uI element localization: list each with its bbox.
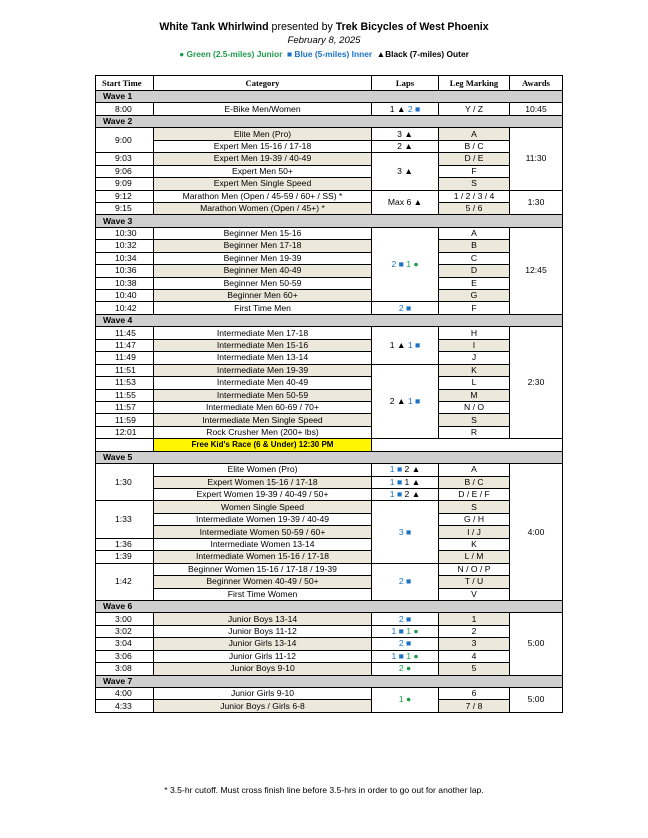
start-time: 11:51 — [96, 364, 154, 376]
laps-green: 1 ● — [398, 694, 412, 705]
wave-label: Wave 7 — [96, 675, 563, 687]
laps — [372, 650, 439, 662]
wave-header — [96, 451, 563, 463]
laps-green: 1 ● — [406, 650, 419, 661]
category: Expert Men 15-16 / 17-18 — [154, 140, 372, 152]
category: Beginner Men 17-18 — [154, 240, 372, 252]
wave-header — [96, 600, 563, 612]
start-time: 11:55 — [96, 389, 154, 401]
leg-marking: D / E / F — [439, 489, 510, 501]
start-time: 9:03 — [96, 153, 154, 165]
start-time: 10:40 — [96, 290, 154, 302]
category: First Time Women — [154, 588, 372, 600]
kids-race-row — [96, 439, 563, 451]
sponsor-name: Trek Bicycles of West Phoenix — [335, 21, 489, 33]
wave-label: Wave 4 — [96, 314, 563, 326]
leg-marking: V — [439, 588, 510, 600]
leg-marking: J — [439, 352, 510, 364]
laps — [372, 613, 439, 625]
leg-marking: 3 — [439, 638, 510, 650]
category: Junior Girls 9-10 — [154, 688, 372, 700]
leg-marking: F — [439, 165, 510, 177]
laps — [372, 476, 439, 488]
leg-marking: H — [439, 327, 510, 339]
category: Expert Men Single Speed — [154, 178, 372, 190]
category: Beginner Women 40-49 / 50+ — [154, 576, 372, 588]
title-connector: presented by — [268, 21, 336, 33]
category: Elite Women (Pro) — [154, 464, 372, 476]
column-header-awards: Awards — [510, 76, 563, 91]
wave-label: Wave 5 — [96, 451, 563, 463]
table-row — [96, 501, 563, 513]
legend-black: ▲Black (7-miles) Outer — [376, 49, 469, 59]
table-row — [96, 377, 563, 389]
laps-blue: 1 ■ — [391, 650, 404, 661]
table-row — [96, 227, 563, 239]
document-title — [0, 20, 648, 34]
table-row — [96, 153, 563, 165]
laps — [372, 103, 439, 115]
category: Intermediate Men 17-18 — [154, 327, 372, 339]
laps — [372, 464, 439, 476]
category: Marathon Men (Open / 45-59 / 60+ / SS) * — [154, 190, 372, 202]
wave-header — [96, 675, 563, 687]
laps: Max 6 ▲ — [372, 190, 439, 215]
leg-marking: A — [439, 128, 510, 140]
laps-blue: 1 ■ — [391, 626, 404, 637]
race-schedule-table — [95, 75, 563, 713]
table-row — [96, 426, 563, 438]
start-time: 3:06 — [96, 650, 154, 662]
category: Intermediate Women 15-16 / 17-18 — [154, 551, 372, 563]
table-row — [96, 302, 563, 314]
table-row — [96, 414, 563, 426]
laps — [372, 663, 439, 675]
laps — [372, 227, 439, 302]
laps-blue: 1 ■ — [407, 339, 421, 350]
category: Intermediate Men 13-14 — [154, 352, 372, 364]
category: Intermediate Men 60-69 / 70+ — [154, 401, 372, 413]
category: Beginner Men 50-59 — [154, 277, 372, 289]
leg-marking: R — [439, 426, 510, 438]
table-row — [96, 252, 563, 264]
category: Intermediate Men 19-39 — [154, 364, 372, 376]
start-time: 9:15 — [96, 202, 154, 214]
start-time: 11:49 — [96, 352, 154, 364]
table-row — [96, 165, 563, 177]
category: Beginner Men 19-39 — [154, 252, 372, 264]
start-time: 11:59 — [96, 414, 154, 426]
category: Women Single Speed — [154, 501, 372, 513]
wave-header — [96, 91, 563, 103]
table-row — [96, 364, 563, 376]
laps-blue: 1 ■ — [389, 464, 403, 475]
category: Beginner Women 15-16 / 17-18 / 19-39 — [154, 563, 372, 575]
category: Beginner Men 40-49 — [154, 265, 372, 277]
empty-cell — [510, 439, 563, 451]
table-row — [96, 700, 563, 712]
leg-marking: D / E — [439, 153, 510, 165]
category: Junior Boys 9-10 — [154, 663, 372, 675]
start-time: 9:00 — [96, 128, 154, 153]
table-row — [96, 476, 563, 488]
table-row — [96, 576, 563, 588]
start-time: 4:33 — [96, 700, 154, 712]
event-date: February 8, 2025 — [287, 35, 361, 46]
leg-marking: A — [439, 227, 510, 239]
leg-marking: 1 — [439, 613, 510, 625]
table-row — [96, 563, 563, 575]
laps-green: 1 ● — [406, 259, 419, 270]
table-row — [96, 551, 563, 563]
wave-label: Wave 2 — [96, 115, 563, 127]
laps — [372, 688, 439, 713]
laps-black: 2 ▲ — [404, 489, 421, 500]
leg-marking: K — [439, 364, 510, 376]
leg-marking: E — [439, 277, 510, 289]
leg-marking: L / M — [439, 551, 510, 563]
start-time: 1:30 — [96, 464, 154, 501]
category: Marathon Women (Open / 45+) * — [154, 202, 372, 214]
leg-marking: C — [439, 252, 510, 264]
column-header-start-time: Start Time — [96, 76, 154, 91]
leg-marking: 2 — [439, 625, 510, 637]
laps-black: 2 ▲ — [389, 395, 406, 406]
leg-marking: M — [439, 389, 510, 401]
column-header-laps: Laps — [372, 76, 439, 91]
leg-marking: A — [439, 464, 510, 476]
table-row — [96, 178, 563, 190]
laps-blue: 3 ■ — [398, 526, 412, 537]
award-time: 1:30 — [510, 190, 563, 215]
start-time: 1:36 — [96, 538, 154, 550]
leg-marking: 6 — [439, 688, 510, 700]
laps — [372, 327, 439, 364]
leg-marking: I / J — [439, 526, 510, 538]
category: Beginner Men 15-16 — [154, 227, 372, 239]
leg-marking: K — [439, 538, 510, 550]
start-time: 10:34 — [96, 252, 154, 264]
start-time: 1:33 — [96, 501, 154, 538]
laps — [372, 638, 439, 650]
category: Junior Girls 13-14 — [154, 638, 372, 650]
leg-marking: I — [439, 339, 510, 351]
table-row — [96, 140, 563, 152]
table-row — [96, 401, 563, 413]
award-time: 2:30 — [510, 327, 563, 439]
kids-race-note: Free Kid's Race (6 & Under) 12:30 PM — [154, 439, 372, 451]
leg-marking: 5 — [439, 663, 510, 675]
wave-label: Wave 1 — [96, 91, 563, 103]
table-row — [96, 265, 563, 277]
legend-blue: ■ Blue (5-miles) Inner — [287, 49, 373, 59]
laps — [372, 364, 439, 439]
start-time: 12:01 — [96, 426, 154, 438]
start-time: 3:00 — [96, 613, 154, 625]
event-name: White Tank Whirlwind — [159, 21, 269, 33]
laps-blue: 2 ■ — [398, 638, 412, 649]
laps: 3 ▲ — [372, 153, 439, 190]
table-row — [96, 464, 563, 476]
wave-header — [96, 314, 563, 326]
category: Expert Women 15-16 / 17-18 — [154, 476, 372, 488]
leg-marking: D — [439, 265, 510, 277]
category: First Time Men — [154, 302, 372, 314]
category: Rock Crusher Men (200+ lbs) — [154, 426, 372, 438]
start-time: 4:00 — [96, 688, 154, 700]
category: E-Bike Men/Women — [154, 103, 372, 115]
table-row — [96, 240, 563, 252]
category: Junior Girls 11-12 — [154, 650, 372, 662]
table-row — [96, 190, 563, 202]
laps — [372, 501, 439, 563]
table-row — [96, 290, 563, 302]
leg-marking: L — [439, 377, 510, 389]
laps — [372, 625, 439, 637]
category: Elite Men (Pro) — [154, 128, 372, 140]
laps — [372, 489, 439, 501]
laps-black: 2 ▲ — [404, 464, 421, 475]
leg-marking: S — [439, 414, 510, 426]
leg-marking: B / C — [439, 476, 510, 488]
laps-blue: 1 ■ — [407, 395, 421, 406]
category: Intermediate Women 13-14 — [154, 538, 372, 550]
leg-marking: 4 — [439, 650, 510, 662]
leg-marking: 5 / 6 — [439, 202, 510, 214]
table-row — [96, 128, 563, 140]
table-row — [96, 538, 563, 550]
table-row — [96, 103, 563, 115]
leg-marking: N / O — [439, 401, 510, 413]
laps-black: 1 ▲ — [404, 476, 421, 487]
category: Beginner Men 60+ — [154, 290, 372, 302]
column-header-leg-marking: Leg Marking — [439, 76, 510, 91]
lap-color-legend — [0, 48, 648, 61]
start-time: 1:39 — [96, 551, 154, 563]
wave-header — [96, 215, 563, 227]
table-row — [96, 688, 563, 700]
laps-blue: 2 ■ — [407, 103, 421, 114]
wave-label: Wave 3 — [96, 215, 563, 227]
laps-black: 1 ▲ — [389, 339, 406, 350]
table-row — [96, 588, 563, 600]
laps-green: 1 ● — [406, 626, 419, 637]
award-time: 12:45 — [510, 227, 563, 314]
table-row — [96, 638, 563, 650]
start-time: 9:12 — [96, 190, 154, 202]
start-time: 1:42 — [96, 563, 154, 600]
table-row — [96, 650, 563, 662]
table-row — [96, 613, 563, 625]
table-row — [96, 489, 563, 501]
table-header-row — [96, 76, 563, 91]
laps-blue: 2 ■ — [398, 613, 412, 624]
laps-blue: 1 ■ — [389, 476, 403, 487]
category: Expert Men 19-39 / 40-49 — [154, 153, 372, 165]
start-time: 9:06 — [96, 165, 154, 177]
start-time: 9:09 — [96, 178, 154, 190]
award-time: 5:00 — [510, 613, 563, 675]
leg-marking: F — [439, 302, 510, 314]
laps — [372, 302, 439, 314]
laps-blue: 2 ■ — [398, 576, 412, 587]
category: Junior Boys 13-14 — [154, 613, 372, 625]
empty-cell — [96, 439, 154, 451]
table-row — [96, 202, 563, 214]
laps-green: 2 ● — [398, 663, 412, 674]
table-row — [96, 339, 563, 351]
leg-marking: G / H — [439, 513, 510, 525]
wave-header — [96, 115, 563, 127]
award-time: 5:00 — [510, 688, 563, 713]
start-time: 10:42 — [96, 302, 154, 314]
start-time: 10:38 — [96, 277, 154, 289]
category: Intermediate Women 50-59 / 60+ — [154, 526, 372, 538]
leg-marking: T / U — [439, 576, 510, 588]
table-row — [96, 352, 563, 364]
start-time: 3:04 — [96, 638, 154, 650]
table-row — [96, 389, 563, 401]
award-time: 4:00 — [510, 464, 563, 601]
start-time: 10:32 — [96, 240, 154, 252]
legend-green: ● Green (2.5-miles) Junior — [179, 49, 283, 59]
table-row — [96, 526, 563, 538]
start-time: 11:53 — [96, 377, 154, 389]
laps-blue: 1 ■ — [389, 489, 403, 500]
laps-blue: 2 ■ — [398, 302, 412, 313]
empty-cell — [372, 439, 439, 451]
laps-blue: 2 ■ — [391, 259, 404, 270]
start-time: 11:57 — [96, 401, 154, 413]
category: Expert Men 50+ — [154, 165, 372, 177]
table-row — [96, 663, 563, 675]
category: Intermediate Men 40-49 — [154, 377, 372, 389]
leg-marking: 7 / 8 — [439, 700, 510, 712]
leg-marking: 1 / 2 / 3 / 4 — [439, 190, 510, 202]
category: Expert Women 19-39 / 40-49 / 50+ — [154, 489, 372, 501]
start-time: 11:45 — [96, 327, 154, 339]
category: Intermediate Men 15-16 — [154, 339, 372, 351]
leg-marking: S — [439, 178, 510, 190]
leg-marking: G — [439, 290, 510, 302]
table-row — [96, 277, 563, 289]
start-time: 10:30 — [96, 227, 154, 239]
leg-marking: S — [439, 501, 510, 513]
start-time: 11:47 — [96, 339, 154, 351]
leg-marking: N / O / P — [439, 563, 510, 575]
table-row — [96, 513, 563, 525]
table-row — [96, 625, 563, 637]
laps-black: 1 ▲ — [389, 103, 406, 114]
cutoff-footnote: * 3.5-hr cutoff. Must cross finish line before 3.5-hrs in order to go out for another lap. — [164, 785, 484, 795]
award-time: 10:45 — [510, 103, 563, 115]
start-time: 10:36 — [96, 265, 154, 277]
leg-marking: B — [439, 240, 510, 252]
laps: 3 ▲ — [372, 128, 439, 140]
category: Junior Boys / Girls 6-8 — [154, 700, 372, 712]
empty-cell — [439, 439, 510, 451]
leg-marking: Y / Z — [439, 103, 510, 115]
start-time: 8:00 — [96, 103, 154, 115]
category: Intermediate Women 19-39 / 40-49 — [154, 513, 372, 525]
laps: 2 ▲ — [372, 140, 439, 152]
start-time: 3:08 — [96, 663, 154, 675]
wave-label: Wave 6 — [96, 600, 563, 612]
category: Intermediate Men Single Speed — [154, 414, 372, 426]
document-header — [0, 20, 648, 61]
table-row — [96, 327, 563, 339]
leg-marking: B / C — [439, 140, 510, 152]
category: Junior Boys 11-12 — [154, 625, 372, 637]
category: Intermediate Men 50-59 — [154, 389, 372, 401]
award-time: 11:30 — [510, 128, 563, 190]
start-time: 3:02 — [96, 625, 154, 637]
column-header-category: Category — [154, 76, 372, 91]
laps — [372, 563, 439, 600]
